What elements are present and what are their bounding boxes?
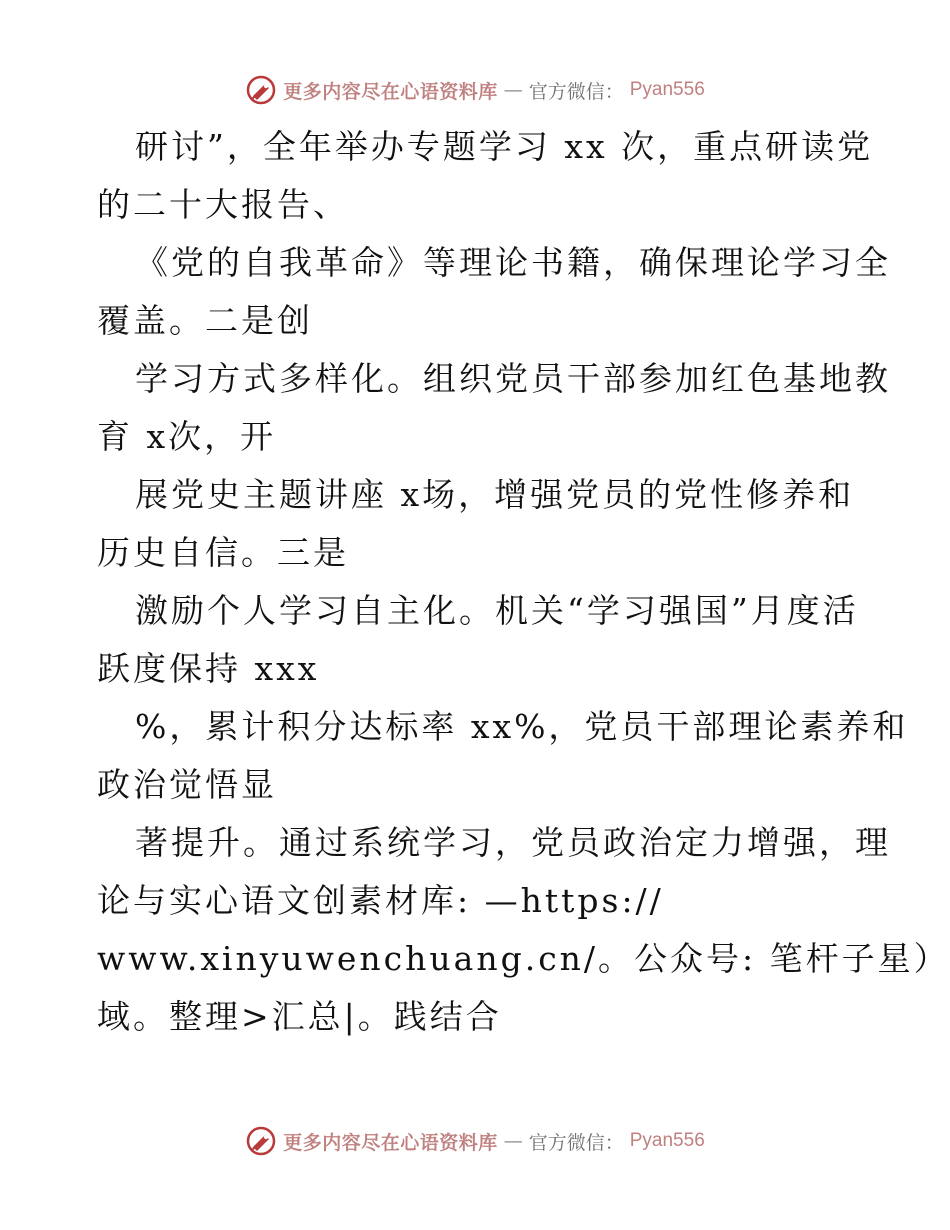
footer-dash: — xyxy=(503,1130,523,1152)
body-line: www.xinyuwenchuang.cn/。公众号: 笔杆子星） xyxy=(97,939,950,978)
footer-banner xyxy=(0,1121,950,1161)
footer-site-text: 更多内容尽在心语资料库 xyxy=(283,1131,498,1154)
body-line: 跃度保持 xxx xyxy=(97,649,320,688)
pen-nib-logo-icon xyxy=(245,74,277,106)
pen-nib-logo-icon xyxy=(245,1125,277,1157)
body-line: 历史自信。三是 xyxy=(97,533,349,572)
footer-wechat-id: Pyan556 xyxy=(629,1130,705,1151)
header-wechat-id: Pyan556 xyxy=(629,79,705,100)
body-line: %，累计积分达标率 xx%，党员干部理论素养和 xyxy=(135,707,909,746)
body-line: 的二十大报告、 xyxy=(97,185,349,224)
body-line: 覆盖。二是创 xyxy=(97,301,313,340)
header-banner-inner xyxy=(245,74,705,106)
document-body xyxy=(97,118,950,1046)
header-wechat-label: 官方微信： xyxy=(528,80,624,103)
body-line: 研讨”，全年举办专题学习 xx 次，重点研读党 xyxy=(135,127,874,166)
body-line: 政治觉悟显 xyxy=(97,765,277,804)
header-dash: — xyxy=(503,79,523,101)
header-banner xyxy=(0,70,950,110)
header-site-text: 更多内容尽在心语资料库 xyxy=(283,80,498,103)
footer-banner-inner xyxy=(245,1125,705,1157)
body-line: 域。整理>汇总|。践结合 xyxy=(97,997,502,1036)
body-line: 育 x次，开 xyxy=(97,417,277,456)
body-line: 论与实心语文创素材库: —https:// xyxy=(97,881,664,920)
body-line: 激励个人学习自主化。机关“学习强国”月度活 xyxy=(135,591,859,630)
body-line: 著提升。通过系统学习，党员政治定力增强，理 xyxy=(135,823,891,862)
body-line: 学习方式多样化。组织党员干部参加红色基地教 xyxy=(135,359,891,398)
body-line: 展党史主题讲座 x场，增强党员的党性修养和 xyxy=(135,475,855,514)
body-line: 《党的自我革命》等理论书籍，确保理论学习全 xyxy=(135,243,891,282)
footer-wechat-label: 官方微信： xyxy=(528,1131,624,1154)
